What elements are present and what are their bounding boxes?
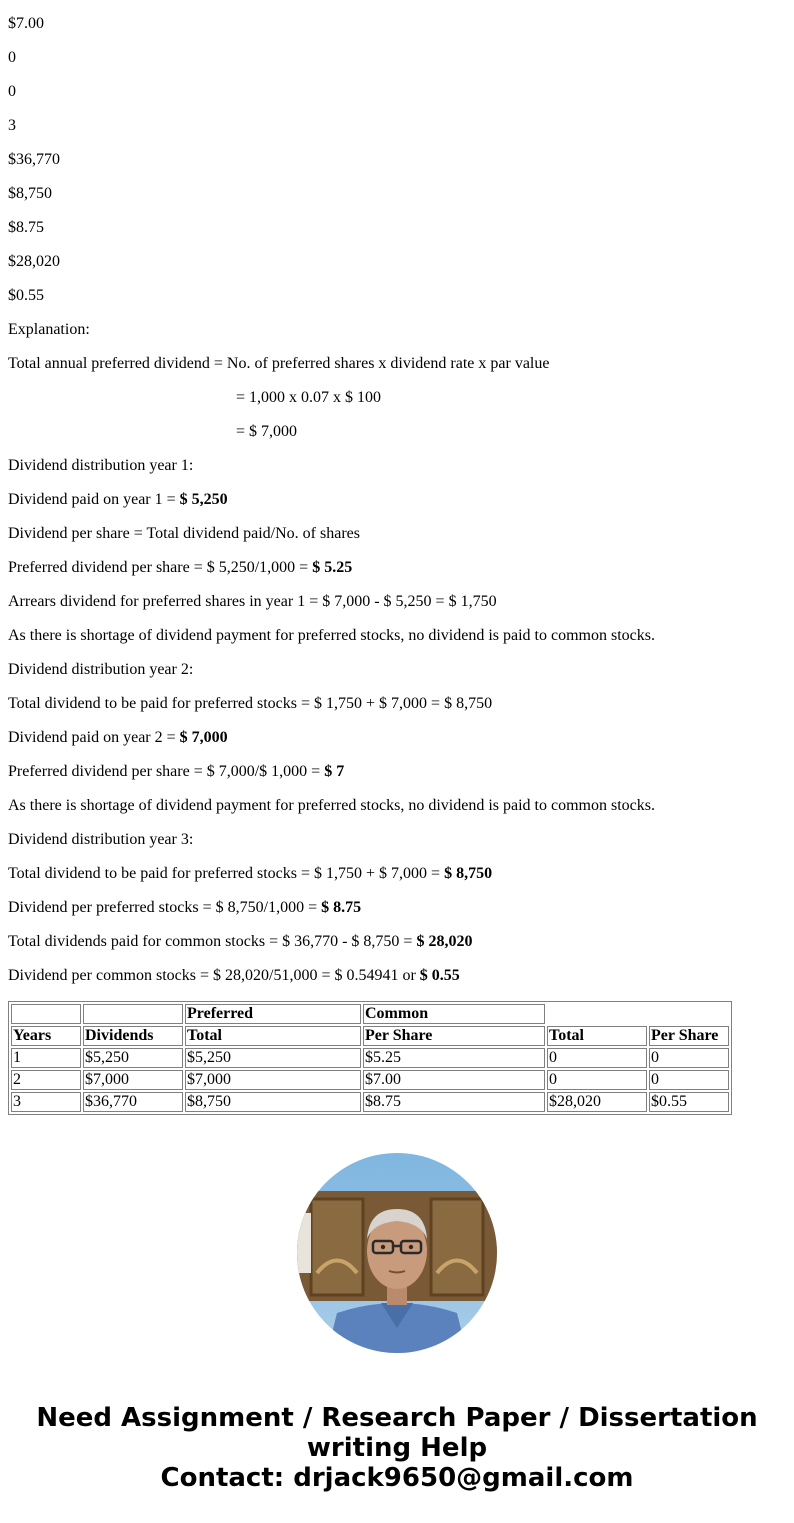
year3-common-per-label: Dividend per common stocks = $ 28,020/51,000 = $ 0.54941 or <box>8 967 420 984</box>
table-cell: $8,750 <box>185 1092 361 1112</box>
formula-line: Total annual preferred dividend = No. of preferred shares x dividend rate x par value <box>8 355 550 372</box>
formula-line: = $ 7,000 <box>236 423 298 440</box>
preferred-group-header: Preferred <box>185 1004 361 1024</box>
result-value: 0 <box>8 49 16 66</box>
year3-total <box>8 864 492 883</box>
year3-heading: Dividend distribution year 3: <box>8 831 194 848</box>
column-header: Total <box>185 1026 361 1046</box>
year2-paid-label: Dividend paid on year 2 = <box>8 729 180 746</box>
footer-line: writing Help <box>306 1433 488 1463</box>
table-cell <box>11 1004 81 1024</box>
year3-common-total <box>8 932 472 951</box>
year3-total-label: Total dividend to be paid for preferred stocks = $ 1,750 + $ 7,000 = <box>8 865 445 882</box>
table-cell: 0 <box>649 1048 729 1068</box>
author-avatar <box>297 1153 497 1353</box>
table-cell: $36,770 <box>83 1092 183 1112</box>
year3-total-value: $ 8,750 <box>444 865 493 882</box>
table-cell: $7.00 <box>363 1070 545 1090</box>
result-value: $8,750 <box>8 185 52 202</box>
table-cell: 0 <box>649 1070 729 1090</box>
year3-pref-per-share <box>8 898 361 917</box>
result-value: $0.55 <box>8 287 44 304</box>
table-cell <box>547 1004 647 1024</box>
year3-common-per-share <box>8 966 460 985</box>
table-cell: $0.55 <box>649 1092 729 1112</box>
formula-line: = 1,000 x 0.07 x $ 100 <box>236 389 382 406</box>
year3-pref-label: Dividend per preferred stocks = $ 8,750/1,000 = <box>8 899 322 916</box>
table-cell: 0 <box>547 1070 647 1090</box>
year3-pref-value: $ 8.75 <box>321 899 362 916</box>
table-cell: $7,000 <box>185 1070 361 1090</box>
column-header: Per Share <box>649 1026 729 1046</box>
result-value: $36,770 <box>8 151 60 168</box>
result-value: $7.00 <box>8 15 44 32</box>
year2-total: Total dividend to be paid for preferred stocks = $ 1,750 + $ 7,000 = $ 8,750 <box>8 695 493 712</box>
column-header: Per Share <box>363 1026 545 1046</box>
column-header: Dividends <box>83 1026 183 1046</box>
column-header: Total <box>547 1026 647 1046</box>
table-cell: $7,000 <box>83 1070 183 1090</box>
table-row <box>11 1092 729 1112</box>
year2-note: As there is shortage of dividend payment for preferred stocks, no dividend is paid to common stocks. <box>8 797 655 814</box>
year2-pref-label: Preferred dividend per share = $ 7,000/$ 1,000 = <box>8 763 325 780</box>
year1-pref-label: Preferred dividend per share = $ 5,250/1,000 = <box>8 559 313 576</box>
year1-arrears: Arrears dividend for preferred shares in year 1 = $ 7,000 - $ 5,250 = $ 1,750 <box>8 593 497 610</box>
table-cell: 3 <box>11 1092 81 1112</box>
explanation-heading: Explanation: <box>8 321 90 338</box>
table-cell <box>649 1004 729 1024</box>
year2-pref-per-share <box>8 762 344 781</box>
table-group-header-row <box>11 1004 729 1024</box>
year3-common-total-value: $ 28,020 <box>416 933 473 950</box>
year2-paid <box>8 728 228 747</box>
result-value: 0 <box>8 83 16 100</box>
table-row <box>11 1070 729 1090</box>
result-value: 3 <box>8 117 16 134</box>
per-share-formula: Dividend per share = Total dividend paid/No. of shares <box>8 525 360 542</box>
year2-paid-value: $ 7,000 <box>179 729 228 746</box>
table-cell: 0 <box>547 1048 647 1068</box>
year1-paid-value: $ 5,250 <box>179 491 228 508</box>
year1-pref-value: $ 5.25 <box>312 559 353 576</box>
table-row <box>11 1048 729 1068</box>
year2-pref-value: $ 7 <box>324 763 345 780</box>
table-cell: 2 <box>11 1070 81 1090</box>
year1-note: As there is shortage of dividend payment for preferred stocks, no dividend is paid to common stocks. <box>8 627 655 644</box>
table-cell: $5,250 <box>83 1048 183 1068</box>
table-cell: $5,250 <box>185 1048 361 1068</box>
author-portrait-image <box>297 1153 497 1353</box>
table-cell <box>83 1004 183 1024</box>
column-header: Years <box>11 1026 81 1046</box>
dividend-table <box>8 1001 732 1115</box>
year1-paid-label: Dividend paid on year 1 = <box>8 491 180 508</box>
table-cell: 1 <box>11 1048 81 1068</box>
footer-line: Need Assignment / Research Paper / Dissertation <box>36 1403 758 1433</box>
common-group-header: Common <box>363 1004 545 1024</box>
year1-paid <box>8 490 228 509</box>
result-value: $8.75 <box>8 219 44 236</box>
result-value: $28,020 <box>8 253 60 270</box>
year1-pref-per-share <box>8 558 352 577</box>
table-cell: $28,020 <box>547 1092 647 1112</box>
year3-common-total-label: Total dividends paid for common stocks = $ 36,770 - $ 8,750 = <box>8 933 417 950</box>
table-header-row <box>11 1026 729 1046</box>
footer-promo <box>0 1403 794 1493</box>
year2-heading: Dividend distribution year 2: <box>8 661 194 678</box>
year3-common-per-value: $ 0.55 <box>419 967 460 984</box>
table-cell: $8.75 <box>363 1092 545 1112</box>
table-cell: $5.25 <box>363 1048 545 1068</box>
footer-contact: Contact: drjack9650@gmail.com <box>160 1463 634 1493</box>
year1-heading: Dividend distribution year 1: <box>8 457 194 474</box>
